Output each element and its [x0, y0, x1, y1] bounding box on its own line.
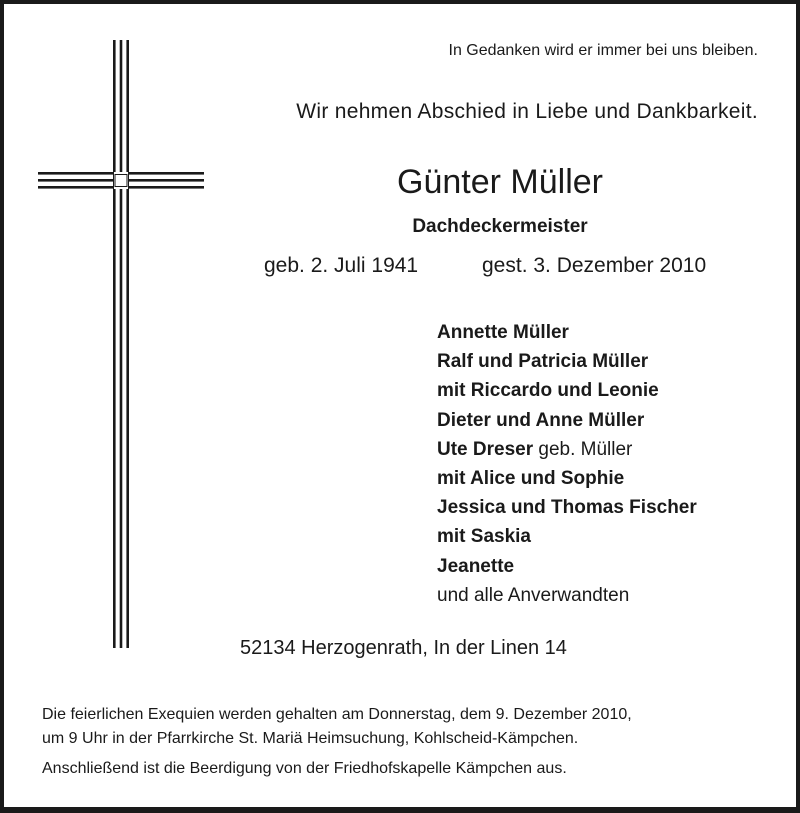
deceased-name: Günter Müller — [397, 163, 603, 201]
mourner-line: mit Riccardo und Leonie — [437, 380, 659, 402]
deceased-profession: Dachdeckermeister — [412, 216, 588, 237]
mourner-line: Jessica und Thomas Fischer — [437, 497, 697, 519]
mourners-list — [437, 318, 697, 610]
birth-date: geb. 2. Juli 1941 — [264, 254, 419, 277]
family-address: 52134 Herzogenrath, In der Linen 14 — [240, 637, 567, 659]
funeral-info — [42, 703, 632, 751]
mourner-line: Dieter und Anne Müller — [437, 409, 645, 431]
death-date: gest. 3. Dezember 2010 — [482, 254, 707, 277]
funeral-info-line: Die feierlichen Exequien werden gehalten am Donnerstag, dem 9. Dezember 2010, — [42, 706, 632, 723]
mourner-line: und alle Anverwandten — [437, 584, 630, 606]
farewell-text: Wir nehmen Abschied in Liebe und Dankbarkeit. — [296, 100, 758, 123]
mourner-line: Annette Müller — [437, 322, 569, 343]
mourner-line: Ute Dreser geb. Müller — [437, 438, 633, 460]
mourner-line: mit Saskia — [437, 526, 531, 548]
mourner-line: Ralf und Patricia Müller — [437, 351, 649, 373]
burial-info: Anschließend ist die Beerdigung von der Friedhofskapelle Kämpchen aus. — [42, 760, 567, 777]
funeral-info-line: um 9 Uhr in der Pfarrkirche St. Mariä Heimsuchung, Kohlscheid-Kämpchen. — [42, 730, 579, 747]
cross-icon — [38, 40, 204, 648]
motto-text: In Gedanken wird er immer bei uns bleiben. — [448, 42, 758, 59]
mourner-line: Jeanette — [437, 555, 515, 577]
mourner-line: mit Alice und Sophie — [437, 468, 625, 490]
